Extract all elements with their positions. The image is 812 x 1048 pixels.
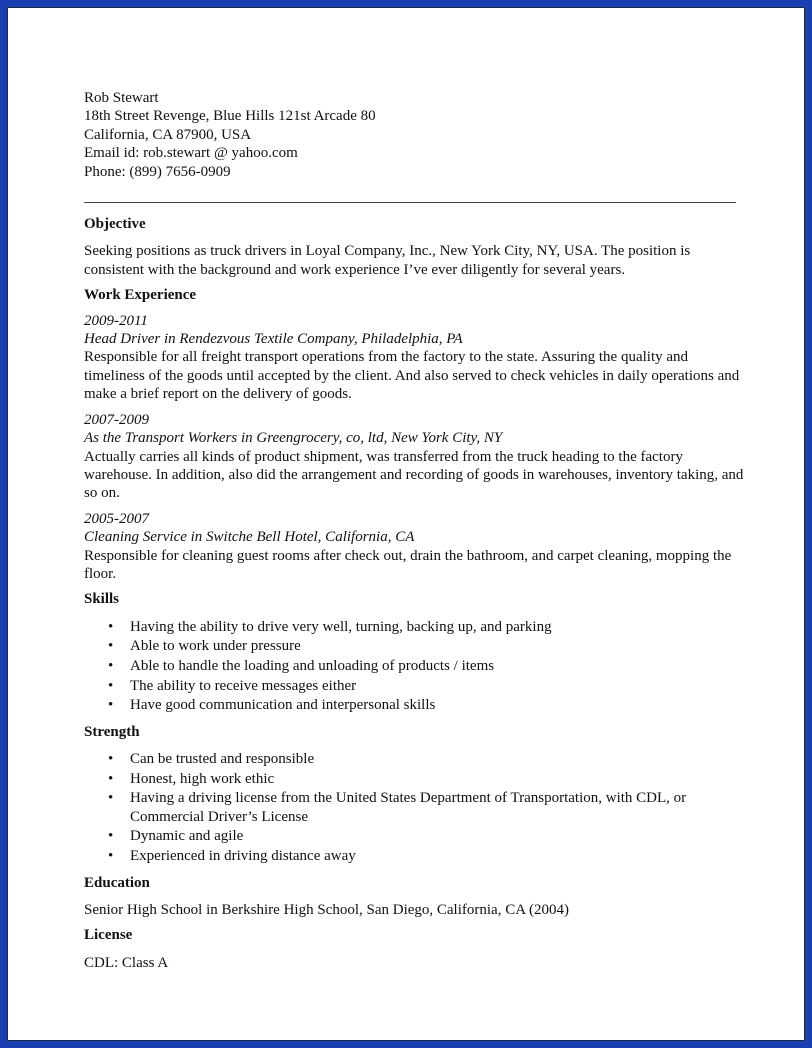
job-description: Responsible for cleaning guest rooms after check out, drain the bathroom, and carpet cleaning, mopping the floor. <box>84 547 732 582</box>
objective-section <box>84 215 744 279</box>
job-years: 2009-2011 <box>84 312 148 329</box>
bullet-icon: • <box>108 657 114 674</box>
strength-list <box>84 750 744 865</box>
resume-document <box>84 89 744 972</box>
skills-section <box>84 590 744 714</box>
contact-phone: Phone: (899) 7656-0909 <box>84 163 231 180</box>
contact-city: California, CA 87900, USA <box>84 126 252 143</box>
license-section <box>84 926 744 972</box>
bullet-icon: • <box>108 677 114 694</box>
strength-text: Experienced in driving distance away <box>130 847 356 864</box>
contact-block <box>84 89 744 181</box>
bullet-icon: • <box>108 847 114 864</box>
job-entry <box>84 312 744 404</box>
work-experience-title: Work Experience <box>84 287 197 304</box>
bullet-icon: • <box>108 770 114 787</box>
strength-text: Can be trusted and responsible <box>130 751 315 768</box>
job-role: Head Driver in Rendezvous Textile Company, Philadelphia, PA <box>84 331 463 348</box>
contact-name: Rob Stewart <box>84 90 159 106</box>
strength-section <box>84 723 744 866</box>
bullet-icon: • <box>108 638 114 655</box>
license-text: CDL: Class A <box>84 954 169 971</box>
list-item <box>84 657 744 675</box>
contact-email: Email id: rob.stewart @ yahoo.com <box>84 145 298 162</box>
list-item <box>84 827 744 845</box>
job-years: 2005-2007 <box>84 510 149 527</box>
strength-text: Dynamic and agile <box>130 828 244 845</box>
job-entry <box>84 510 744 584</box>
job-years: 2007-2009 <box>84 411 149 428</box>
job-description: Actually carries all kinds of product shipment, was transferred from the truck heading to the factory warehouse. In addition, also did the arrangement and recording of goods in warehouses, inventory taking, and so on. <box>84 448 744 502</box>
skill-text: Having the ability to drive very well, turning, backing up, and parking <box>130 618 552 635</box>
job-entry <box>84 411 744 503</box>
job-description: Responsible for all freight transport operations from the factory to the state. Assuring the quality and timeliness of the goods until accepted by the client. And also served to check vehicles in daily operations and make a brief report on the delivery of goods. <box>84 349 740 403</box>
contact-address: 18th Street Revenge, Blue Hills 121st Arcade 80 <box>84 108 376 125</box>
skill-text: Have good communication and interpersonal skills <box>130 697 436 714</box>
list-item <box>84 637 744 655</box>
skills-title: Skills <box>84 591 120 608</box>
strength-text: Having a driving license from the United States Department of Transportation, with CDL, or Commercial Driver’s License <box>130 790 687 825</box>
education-text: Senior High School in Berkshire High School, San Diego, California, CA (2004) <box>84 901 569 918</box>
list-item <box>84 789 744 826</box>
bullet-icon: • <box>108 828 114 845</box>
list-item <box>84 696 744 714</box>
bullet-icon: • <box>108 751 114 768</box>
list-item <box>84 677 744 695</box>
header-divider <box>84 202 736 203</box>
job-role: Cleaning Service in Switche Bell Hotel, California, CA <box>84 529 415 546</box>
strength-text: Honest, high work ethic <box>130 770 275 787</box>
list-item <box>84 750 744 768</box>
document-page <box>7 7 805 1041</box>
education-title: Education <box>84 874 150 891</box>
skill-text: Able to work under pressure <box>130 638 301 655</box>
list-item <box>84 847 744 865</box>
bullet-icon: • <box>108 790 114 807</box>
objective-title: Objective <box>84 216 146 233</box>
list-item <box>84 618 744 636</box>
work-experience-section <box>84 286 744 583</box>
bullet-icon: • <box>108 618 114 635</box>
skill-text: The ability to receive messages either <box>130 677 357 694</box>
license-title: License <box>84 927 133 944</box>
list-item <box>84 770 744 788</box>
job-role: As the Transport Workers in Greengrocery, co, ltd, New York City, NY <box>84 430 503 447</box>
objective-text: Seeking positions as truck drivers in Loyal Company, Inc., New York City, NY, USA. The position is consistent with the background and work experience I’ve ever diligently for several years. <box>84 243 691 278</box>
bullet-icon: • <box>108 697 114 714</box>
strength-title: Strength <box>84 723 140 740</box>
education-section <box>84 874 744 920</box>
skill-text: Able to handle the loading and unloading of products / items <box>130 657 495 674</box>
skills-list <box>84 618 744 715</box>
